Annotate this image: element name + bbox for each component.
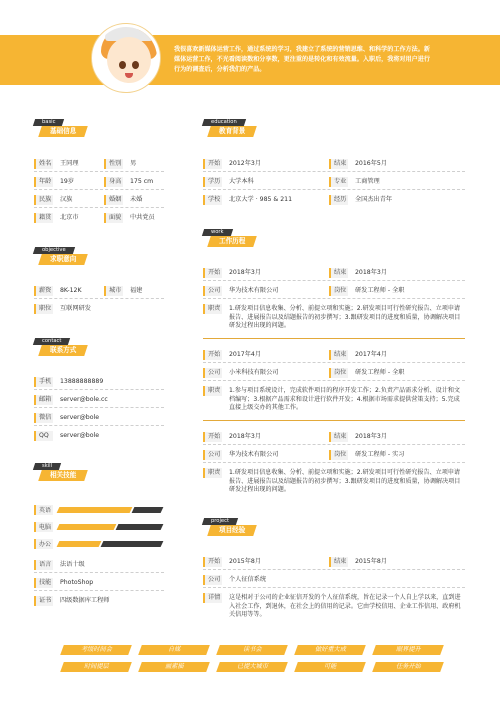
job-duty-label: 职责: [203, 468, 222, 478]
origin-value: 北京市: [60, 214, 79, 221]
job-separator: [203, 420, 465, 421]
row-lang: [34, 560, 164, 570]
job-role-value: 研发工程师 - 实习: [355, 451, 405, 458]
edu-start-label: 开始: [203, 159, 222, 169]
hobby-tag: 考级时间会: [60, 645, 132, 655]
row-phone: [34, 377, 164, 387]
lang-value: 法语十级: [60, 561, 85, 568]
skill-remainder: [116, 524, 164, 530]
section-tag: work: [202, 229, 233, 236]
section-title: 教育背景: [207, 126, 257, 137]
wechat-label: 微信: [34, 413, 53, 423]
avatar: [92, 24, 160, 92]
edu-end-label: 结束: [329, 159, 348, 169]
job-end-value: 2017年4月: [355, 351, 388, 358]
tech-label: 技能: [34, 578, 53, 588]
row-wechat: [34, 413, 164, 423]
proj-start-value: 2015年8月: [229, 558, 262, 565]
intro-text: 我很喜欢新媒体运营工作，通过系统的学习，我建立了系统的营销思维、和科学的工作方法。新媒体运营工作，不光看阅读数和分享数，更注重的是转化和有效流量。入职后，我将对用户进行行为的调查后，分析我们的产品。: [174, 46, 430, 73]
divider: [203, 587, 465, 588]
position-label: 职位: [34, 304, 53, 314]
job-role-value: 研发工程师 - 全职: [355, 287, 405, 294]
job-end-value: 2018年3月: [355, 269, 388, 276]
row-edu-degree: [203, 177, 465, 187]
row-cert: [34, 596, 164, 606]
job-company-value: 华为技术有限公司: [229, 451, 279, 458]
edu-exp-value: 全国杰出青年: [355, 196, 393, 203]
section-project: [203, 518, 283, 536]
cert-label: 证书: [34, 596, 53, 606]
divider: [34, 298, 164, 299]
age-value: 19岁: [60, 178, 75, 185]
section-skill: [34, 463, 114, 481]
section-title: 求职意向: [38, 254, 88, 265]
edu-start-value: 2012年3月: [229, 160, 262, 167]
section-title: 基础信息: [38, 126, 88, 137]
job-role-label: 岗位: [329, 286, 348, 296]
ethnic-value: 汉族: [60, 196, 73, 203]
city-value: 福建: [130, 287, 143, 294]
section-tag: objective: [33, 247, 75, 254]
section-tag: education: [202, 119, 246, 126]
marital-label: 婚姻: [104, 195, 123, 205]
qq-label: QQ: [34, 431, 53, 441]
salary-value: 8K-12K: [60, 287, 82, 294]
job-company-label: 公司: [203, 450, 222, 460]
job-duty-label: 职责: [203, 386, 222, 396]
email-value[interactable]: server@bole.cc: [60, 396, 108, 403]
job-start-value: 2018年3月: [229, 269, 262, 276]
height-label: 身高: [104, 177, 123, 187]
work-row: [203, 268, 465, 278]
divider: [34, 171, 164, 172]
degree-label: 学历: [203, 177, 222, 187]
section-tag: contact: [33, 338, 71, 345]
hobby-tag: 做好重大成: [294, 645, 366, 655]
phone-label: 手机: [34, 377, 53, 387]
section-work: [203, 229, 283, 247]
politics-value: 中共党员: [130, 214, 155, 221]
divider: [203, 189, 465, 190]
degree-value: 大学本科: [229, 178, 254, 185]
cert-value: 四级数据库工程师: [60, 597, 110, 604]
height-value: 175 cm: [130, 178, 154, 185]
section-tag: basic: [33, 119, 65, 126]
job-start-label: 开始: [203, 350, 222, 360]
edu-exp-label: 经历: [329, 195, 348, 205]
hobby-tag: 读书会: [216, 645, 288, 655]
divider: [203, 362, 465, 363]
skill-track: [58, 541, 164, 547]
section-title: 联系方式: [38, 345, 88, 356]
divider: [203, 462, 465, 463]
section-education: [203, 119, 283, 137]
divider: [203, 298, 465, 299]
section-title: 相关技能: [38, 470, 88, 481]
work-row: [203, 350, 465, 360]
politics-label: 面貌: [104, 213, 123, 223]
job-duty-text: 1.研发项目信息收集、分析、前提立项和实施；2.研发项目可行性研究报告、立项申请报告、进展报告以及结题报告的初步撰写；3.跟研发项目的进度和质量，协调解决项目研发过程出现的问题。: [229, 469, 461, 494]
divider: [34, 389, 164, 390]
gender-label: 性别: [104, 159, 123, 169]
age-label: 年龄: [34, 177, 53, 187]
avatar-eye: [119, 61, 126, 69]
job-duty-label: 职责: [203, 304, 222, 314]
job-company-label: 公司: [203, 286, 222, 296]
proj-detail-label: 详情: [203, 593, 222, 603]
job-end-label: 结束: [329, 350, 348, 360]
skill-remainder: [101, 541, 164, 547]
section-title: 项目经验: [207, 525, 257, 536]
work-row: [203, 286, 465, 296]
proj-start-label: 开始: [203, 557, 222, 567]
skill-fill: [57, 541, 102, 547]
job-separator: [203, 338, 465, 339]
work-row: [203, 432, 465, 442]
position-value: 互联网研发: [60, 305, 91, 312]
divider: [34, 189, 164, 190]
job-end-value: 2018年3月: [355, 433, 388, 440]
job-start-label: 开始: [203, 268, 222, 278]
ethnic-label: 民族: [34, 195, 53, 205]
proj-end-value: 2015年8月: [355, 558, 388, 565]
job-start-value: 2018年3月: [229, 433, 262, 440]
work-row: [203, 450, 465, 460]
skill-track: [58, 507, 164, 513]
qq-value: server@bole: [60, 432, 100, 439]
skill-fill: [57, 524, 117, 530]
proj-company-label: 公司: [203, 575, 222, 585]
divider: [34, 572, 164, 573]
job-end-label: 结束: [329, 268, 348, 278]
row-tech: [34, 578, 164, 588]
divider: [203, 280, 465, 281]
row-edu-date: [203, 159, 465, 169]
marital-value: 未婚: [130, 196, 143, 203]
row-name: [34, 159, 164, 169]
skill-track: [58, 524, 164, 530]
section-contact: [34, 338, 114, 356]
proj-end-label: 结束: [329, 557, 348, 567]
job-start-value: 2017年4月: [229, 351, 262, 358]
job-end-label: 结束: [329, 432, 348, 442]
gender-value: 男: [130, 160, 137, 167]
job-duty-text: 1.参与项目系统设计，完成软件项目的程序开发工作；2.负责产品需求分析、设计和文档编写；3.根据产品需求和设计进行软件开发；4.根据市场需求提供营策支持；5.完成直接上级交办的其他工作。: [229, 387, 461, 412]
job-duty-text: 1.研发项目信息收集、分析、前提立项和实施；2.研发项目可行性研究报告、立项申请报告、进展报告以及结题报告的初步撰写；3.跟研发项目的进度和质量，协调解决项目研发过程出现的问题。: [229, 305, 461, 330]
row-salary: [34, 286, 164, 296]
hobby-tag: 可能: [294, 662, 366, 672]
row-ethnic: [34, 195, 164, 205]
proj-detail-text: 这是相对于公司的企业征信开发的个人征信系统，旨在记录一个人自上学以来，直到进入社会工作，到退休，在社会上的信用的记录。它由学校信用、企业工作信用、政府机关信用等等。: [229, 594, 461, 619]
row-age: [34, 177, 164, 187]
skill-fill: [57, 507, 133, 513]
major-label: 专业: [329, 177, 348, 187]
edu-end-value: 2016年5月: [355, 160, 388, 167]
lang-label: 语言: [34, 560, 53, 570]
divider: [203, 380, 465, 381]
proj-company-value: 个人征信系统: [229, 576, 267, 583]
job-role-label: 岗位: [329, 450, 348, 460]
skill-label: 英语: [34, 505, 53, 515]
section-basic: [34, 119, 114, 137]
hobby-tag: 时间提层: [60, 662, 132, 672]
job-company-value: 小米科技有限公司: [229, 369, 279, 376]
job-company-label: 公司: [203, 368, 222, 378]
job-company-value: 华为技术有限公司: [229, 287, 279, 294]
row-qq: [34, 431, 164, 441]
section-tag: project: [202, 518, 238, 525]
row-origin: [34, 213, 164, 223]
row-proj-company: [203, 575, 465, 585]
name-label: 姓名: [34, 159, 53, 169]
tech-value: PhotoShop: [60, 579, 94, 586]
wechat-value: server@bole: [60, 414, 100, 421]
job-role-label: 岗位: [329, 368, 348, 378]
job-role-value: 研发工程师 - 全职: [355, 369, 405, 376]
skill-bar: [34, 539, 164, 549]
city-label: 城市: [104, 286, 123, 296]
row-position: [34, 304, 164, 314]
hobby-tag: 画素描: [138, 662, 210, 672]
section-title: 工作历程: [207, 236, 257, 247]
row-proj-date: [203, 557, 465, 567]
avatar-eye: [132, 61, 139, 69]
hobby-tag: 自媒: [138, 645, 210, 655]
row-email: [34, 395, 164, 405]
row-edu-school: [203, 195, 465, 205]
divider: [34, 207, 164, 208]
divider: [34, 425, 164, 426]
email-label: 邮箱: [34, 395, 53, 405]
major-value: 工商管理: [355, 178, 380, 185]
skill-label: 电脑: [34, 522, 53, 532]
work-row: [203, 368, 465, 378]
hobby-tag: 已提大城市: [216, 662, 288, 672]
school-label: 学校: [203, 195, 222, 205]
section-tag: skill: [33, 463, 61, 470]
divider: [34, 407, 164, 408]
school-value: 北京大学 · 985 & 211: [229, 196, 293, 203]
hobby-tag: 眼界提升: [372, 645, 444, 655]
skill-bar: [34, 505, 164, 515]
skill-remainder: [132, 507, 164, 513]
divider: [203, 171, 465, 172]
phone-value[interactable]: 13888888889: [60, 378, 104, 385]
divider: [203, 444, 465, 445]
salary-label: 薪资: [34, 286, 53, 296]
skill-label: 办公: [34, 539, 53, 549]
skill-bar: [34, 522, 164, 532]
hobby-tag: 任务开始: [372, 662, 444, 672]
origin-label: 籍贯: [34, 213, 53, 223]
name-value: 王同理: [60, 160, 79, 167]
divider: [203, 569, 465, 570]
divider: [34, 590, 164, 591]
section-objective: [34, 247, 114, 265]
job-start-label: 开始: [203, 432, 222, 442]
